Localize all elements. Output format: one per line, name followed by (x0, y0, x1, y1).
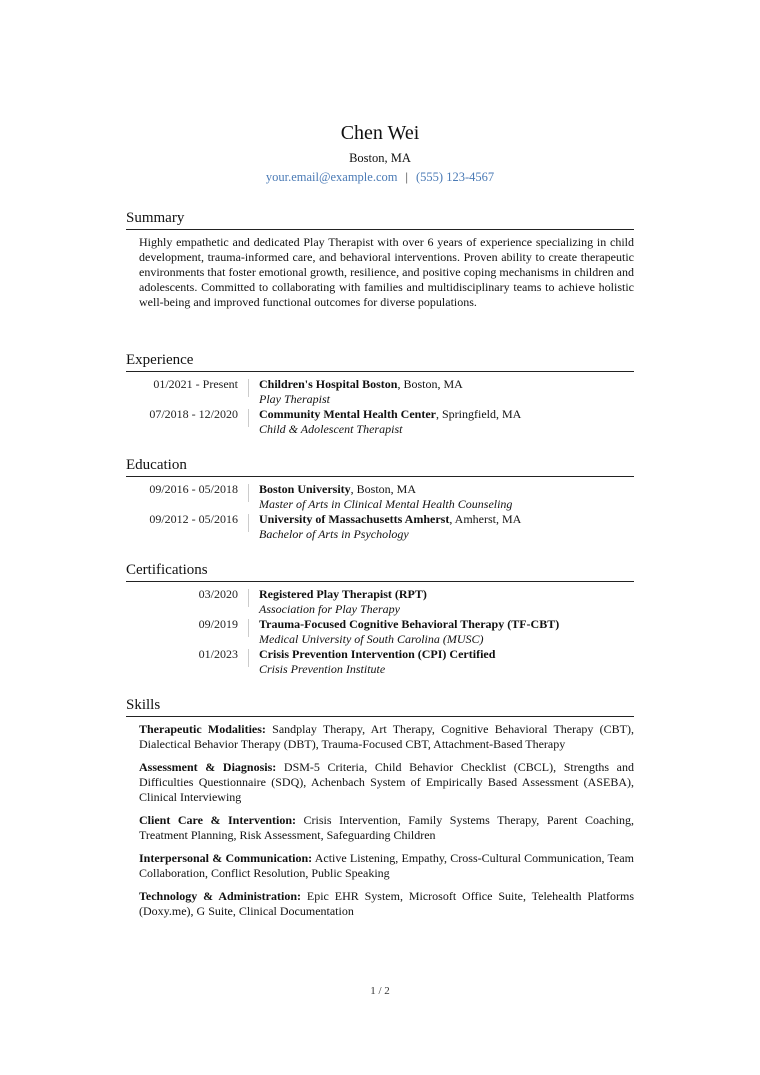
certification-entry (126, 617, 634, 647)
skill-group (139, 760, 634, 805)
candidate-location: Boston, MA (349, 151, 411, 165)
entry-role: Crisis Prevention Institute (259, 662, 386, 676)
skill-group-text: Active Listening, Empathy, Cross-Cultural Communication, Team Collaboration, Conflict Resolution, Public Speaking (139, 851, 634, 880)
certifications-section (126, 561, 634, 677)
entry-date: 09/2019 (198, 617, 238, 631)
entry-divider (248, 409, 249, 427)
skill-group-label: Assessment & Diagnosis: (139, 760, 277, 774)
skills-list (126, 722, 634, 919)
skill-group (139, 889, 634, 919)
entry-role: Medical University of South Carolina (MUSC) (259, 632, 484, 646)
skill-group-text: Epic EHR System, Microsoft Office Suite, Telehealth Platforms (Doxy.me), G Suite, Clinical Documentation (139, 889, 634, 918)
contact-separator: | (405, 170, 408, 184)
contact-line (0, 169, 760, 185)
entry-date: 01/2023 (198, 647, 238, 661)
entry-role: Child & Adolescent Therapist (259, 422, 403, 436)
certification-entry (126, 647, 634, 677)
education-section (126, 456, 634, 542)
skill-group-text: Crisis Intervention, Family Systems Therapy, Parent Coaching, Treatment Planning, Risk Assessment, Safeguarding Children (139, 813, 635, 842)
skill-group (139, 722, 634, 752)
entry-organization: Registered Play Therapist (RPT) (259, 587, 427, 601)
entry-date: 09/2012 - 05/2016 (149, 512, 238, 526)
entry-organization: University of Massachusetts Amherst (259, 512, 450, 526)
candidate-name: Chen Wei (340, 122, 420, 144)
entry-organization: Trauma-Focused Cognitive Behavioral Therapy (TF-CBT) (259, 617, 560, 631)
skill-group-label: Client Care & Intervention: (139, 813, 297, 827)
experience-list (126, 377, 634, 437)
skill-group-label: Interpersonal & Communication: (139, 851, 313, 865)
entry-place: , Boston, MA (397, 377, 463, 391)
education-list (126, 482, 634, 542)
entry-date: 03/2020 (198, 587, 238, 601)
skill-group-label: Technology & Administration: (139, 889, 301, 903)
entry-place: , Boston, MA (350, 482, 417, 496)
summary-text: Highly empathetic and dedicated Play Therapist with over 6 years of experience specializing in child development, trauma-informed care, and behavioral interventions. Proven ability to create therapeutic environments that foster emotional growth, resilience, and positive coping mechanisms in children and adolescents. Committed to collaborating with families and multidisciplinary teams to achieve holistic well-being and improved functional outcomes for diverse populations. (139, 235, 634, 309)
skill-group (139, 851, 634, 881)
entry-organization: Boston University (259, 482, 351, 496)
entry-divider (248, 619, 249, 637)
entry-divider (248, 484, 249, 502)
section-title-skills: Skills (126, 696, 634, 717)
entry-divider (248, 379, 249, 397)
entry-divider (248, 649, 249, 667)
entry-divider (248, 514, 249, 532)
skill-group-text: DSM-5 Criteria, Child Behavior Checklist (CBCL), Strengths and Difficulties Questionnaire (SDQ), Achenbach System of Empirically Based Assessment (ASEBA), Clinical Interviewing (139, 760, 634, 804)
page-number: 1 / 2 (370, 985, 390, 997)
resume-header (0, 120, 760, 185)
email-link[interactable]: your.email@example.com (265, 170, 398, 184)
certification-entry (126, 587, 634, 617)
skill-group-text: Sandplay Therapy, Art Therapy, Cognitive Behavioral Therapy (CBT), Dialectical Behavior Therapy (DBT), Trauma-Focused CBT, Attachment-Based Therapy (139, 722, 635, 751)
entry-role: Master of Arts in Clinical Mental Health Counseling (259, 497, 513, 511)
skill-group (139, 813, 634, 843)
skills-section (126, 696, 634, 927)
summary-section (126, 209, 634, 310)
phone-link[interactable]: (555) 123-4567 (416, 170, 495, 184)
entry-date: 01/2021 - Present (153, 377, 238, 391)
skill-group-label: Therapeutic Modalities: (139, 722, 266, 736)
section-title-education: Education (126, 456, 634, 477)
section-title-certifications: Certifications (126, 561, 634, 582)
entry-date: 07/2018 - 12/2020 (149, 407, 238, 421)
entry-place: , Amherst, MA (449, 512, 522, 526)
education-entry (126, 482, 634, 512)
section-title-summary: Summary (126, 209, 634, 230)
section-title-experience: Experience (126, 351, 634, 372)
experience-entry (126, 377, 634, 407)
experience-section (126, 351, 634, 437)
entry-divider (248, 589, 249, 607)
entry-place: , Springfield, MA (435, 407, 522, 421)
entry-organization: Crisis Prevention Intervention (CPI) Certified (259, 647, 496, 661)
education-entry (126, 512, 634, 542)
entry-organization: Community Mental Health Center (259, 407, 436, 421)
entry-date: 09/2016 - 05/2018 (149, 482, 238, 496)
entry-organization: Children's Hospital Boston (259, 377, 398, 391)
entry-role: Association for Play Therapy (259, 602, 400, 616)
entry-role: Bachelor of Arts in Psychology (259, 527, 409, 541)
entry-role: Play Therapist (259, 392, 330, 406)
certifications-list (126, 587, 634, 677)
experience-entry (126, 407, 634, 437)
